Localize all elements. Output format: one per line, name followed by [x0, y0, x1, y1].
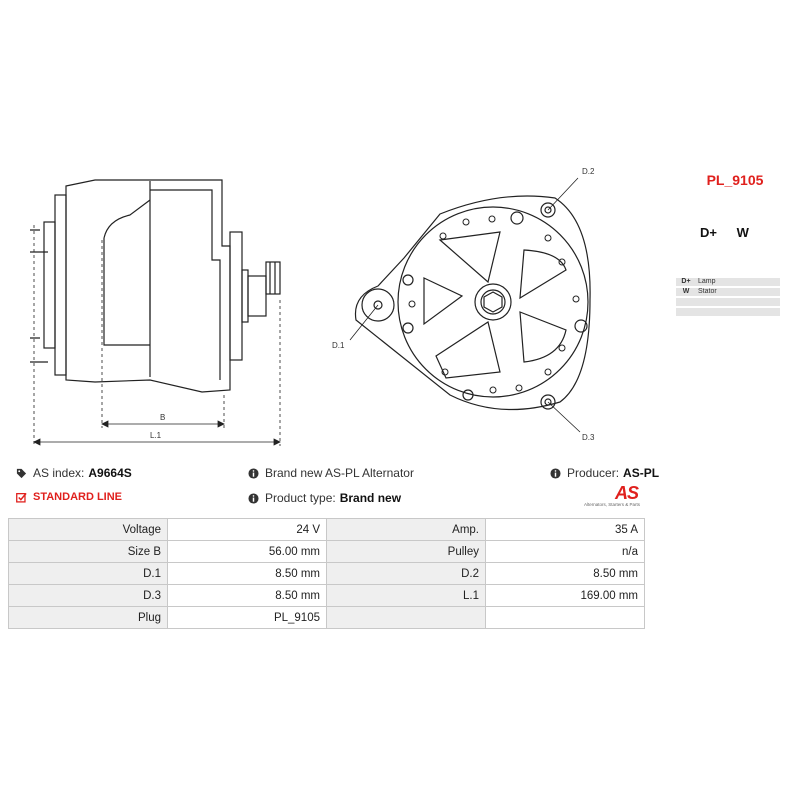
side-view-housing	[66, 180, 230, 392]
spec-label: D.2	[327, 563, 486, 585]
dim-label-b: B	[160, 413, 166, 422]
dim-label-l1: L.1	[150, 431, 162, 440]
pin-name	[676, 308, 696, 316]
producer-value: AS-PL	[623, 466, 660, 480]
as-index-label: AS index:	[33, 466, 85, 480]
pin-name: W	[676, 288, 696, 296]
as-index	[16, 466, 132, 480]
spec-label: Pulley	[327, 541, 486, 563]
pin-name	[676, 298, 696, 306]
pin-name: D+	[676, 278, 696, 286]
spec-label: L.1	[327, 585, 486, 607]
plug-terminals	[700, 225, 765, 240]
pin-row	[676, 308, 780, 316]
table-row	[9, 585, 645, 607]
logo-tagline: Alternators, Starters & Parts	[584, 502, 641, 507]
checkbox-checked-icon	[16, 492, 27, 503]
producer	[550, 466, 659, 480]
spec-value: 8.50 mm	[486, 563, 645, 585]
pin-row	[676, 278, 780, 286]
spec-label: D.3	[9, 585, 168, 607]
spec-value: 24 V	[168, 519, 327, 541]
spec-value: 8.50 mm	[168, 585, 327, 607]
spec-value: 56.00 mm	[168, 541, 327, 563]
spec-value	[486, 607, 645, 629]
spec-label: D.1	[9, 563, 168, 585]
spec-label: Plug	[9, 607, 168, 629]
dim-label-d1: D.1	[332, 341, 345, 350]
product-type-label: Product type:	[265, 491, 336, 505]
dim-label-d3: D.3	[582, 433, 595, 442]
plug-pin-table	[676, 276, 780, 318]
brand-new-text: Brand new AS-PL Alternator	[265, 466, 414, 480]
spec-value: 35 A	[486, 519, 645, 541]
plug-terminal: D+	[700, 225, 717, 240]
logo-text: AS	[614, 483, 638, 503]
product-type	[248, 491, 401, 505]
dim-label-d2: D.2	[582, 167, 595, 176]
spec-label: Size B	[9, 541, 168, 563]
info-icon	[248, 493, 259, 504]
pin-row	[676, 288, 780, 296]
standard-line-label: STANDARD LINE	[33, 491, 123, 503]
plug-code: PL_9105	[706, 172, 764, 188]
table-row	[9, 607, 645, 629]
pin-desc	[696, 298, 780, 306]
table-row	[9, 519, 645, 541]
pin-desc	[696, 308, 780, 316]
info-icon	[248, 468, 259, 479]
spec-value: PL_9105	[168, 607, 327, 629]
front-view-housing	[355, 196, 590, 410]
plug-terminal: W	[736, 225, 749, 240]
table-row	[9, 563, 645, 585]
pin-desc: Stator	[696, 288, 780, 296]
as-pl-logo	[584, 483, 652, 513]
spec-label	[327, 607, 486, 629]
standard-line	[16, 491, 122, 503]
pin-row	[676, 298, 780, 306]
pin-desc: Lamp	[696, 278, 780, 286]
spec-value: 8.50 mm	[168, 563, 327, 585]
spec-value: n/a	[486, 541, 645, 563]
specifications-table	[8, 518, 645, 629]
spec-value: 169.00 mm	[486, 585, 645, 607]
table-row	[9, 541, 645, 563]
brand-new-note	[248, 466, 414, 480]
info-icon	[550, 468, 561, 479]
spec-label: Voltage	[9, 519, 168, 541]
spec-label: Amp.	[327, 519, 486, 541]
producer-label: Producer:	[567, 466, 620, 480]
tag-icon	[16, 468, 27, 479]
product-type-value: Brand new	[339, 491, 402, 505]
as-index-value: A9664S	[88, 466, 132, 480]
